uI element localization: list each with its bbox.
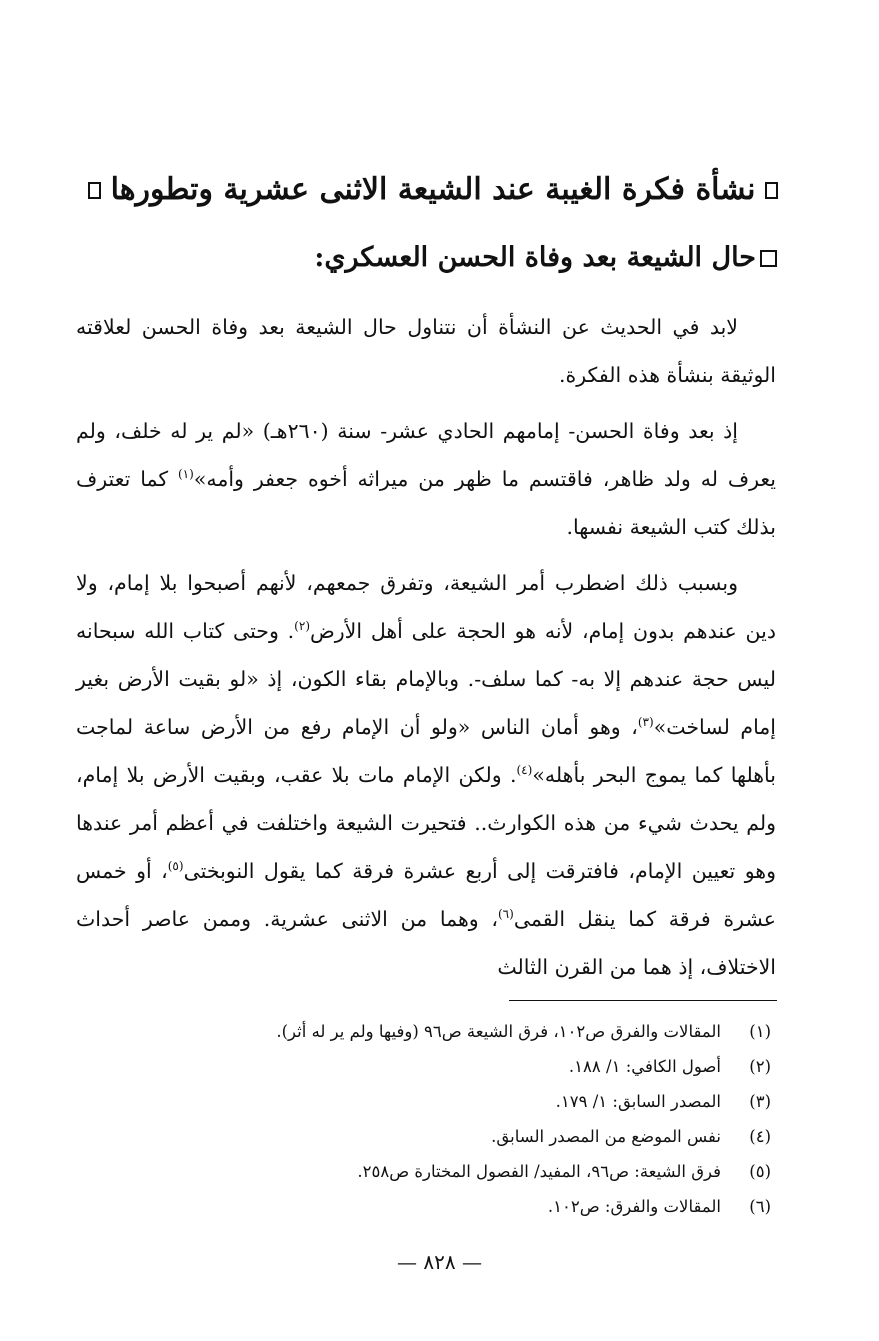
footnote-divider <box>509 1000 777 1001</box>
footnote-text: المقالات والفرق: ص١٠٢. <box>547 1197 721 1216</box>
footnote-text: المقالات والفرق ص١٠٢، فرق الشيعة ص٩٦ (وفيها ولم ير له أثر). <box>276 1022 721 1041</box>
body-text <box>76 303 776 999</box>
paragraph-3 <box>76 559 776 991</box>
paragraph-1-text: لابد في الحديث عن النشأة أن نتناول حال الشيعة بعد وفاة الحسن لعلاقته الوثيقة بنشأة هذه الفكرة. <box>76 315 776 387</box>
footnote-number: (٤) <box>749 1127 771 1146</box>
chapter-title <box>88 168 778 212</box>
footnote-item <box>131 1084 771 1119</box>
paragraph-2-text-a: إذ بعد وفاة الحسن- إمامهم الحادي عشر- سنة (٢٦٠هـ) «لم ير له خلف، ولم يعرف له ولد ظاهر، فاقتسم ما ظهر من ميراثه أخوه جعفر وأمه» <box>76 419 776 491</box>
section-box-icon <box>760 250 777 267</box>
footnote-item <box>131 1189 771 1224</box>
title-box-left-icon <box>88 182 101 199</box>
paragraph-2-text-b: كما تعترف بذلك كتب الشيعة نفسها. <box>76 467 776 539</box>
footnote-ref-6: (٦) <box>497 907 514 922</box>
footnotes-list <box>131 1014 771 1224</box>
footnote-ref-5: (٥) <box>167 859 184 874</box>
footnote-number: (١) <box>749 1022 771 1041</box>
footnote-ref-1: (١) <box>177 467 194 482</box>
footnote-text: أصول الكافي: ١/ ١٨٨. <box>568 1057 721 1076</box>
footnote-ref-3: (٣) <box>637 715 654 730</box>
chapter-title-text: نشأة فكرة الغيبة عند الشيعة الاثنى عشرية وتطورها <box>110 172 756 207</box>
footnote-number: (٥) <box>749 1162 771 1181</box>
footnote-item <box>131 1119 771 1154</box>
section-heading <box>314 238 777 278</box>
footnote-number: (٢) <box>749 1057 771 1076</box>
paragraph-2 <box>76 407 776 551</box>
footnote-item <box>131 1154 771 1189</box>
footnote-text: فرق الشيعة: ص٩٦، المفيد/ الفصول المختارة ص٢٥٨. <box>357 1162 721 1181</box>
footnote-item <box>131 1014 771 1049</box>
footnote-ref-2: (٢) <box>294 619 310 634</box>
paragraph-3-text-c: ، وهو أمان الناس «ولو أن الإمام رفع من الأرض ساعة لماجت بأهلها كما يموج البحر بأهله» <box>76 715 776 787</box>
title-box-right-icon <box>765 182 778 199</box>
footnote-number: (٦) <box>749 1197 771 1216</box>
paragraph-3-text-b: . وحتى كتاب الله سبحانه ليس حجة عندهم إلا به- كما سلف-. وبالإمام بقاء الكون، إذ «لو بقيت الأرض بغير إمام لساخت» <box>76 619 776 739</box>
section-heading-text: حال الشيعة بعد وفاة الحسن العسكري: <box>314 242 756 273</box>
paragraph-3-text-d: . ولكن الإمام مات بلا عقب، وبقيت الأرض بلا إمام، ولم يحدث شيء من هذه الكوارث.. فتحيرت الشيعة واختلفت في أعظم أمر عندها وهو تعيين الإمام، فافترقت إلى أربع عشرة فرقة كما يقول النوبختى <box>76 763 776 883</box>
paragraph-1 <box>76 303 776 399</box>
page-number: — ٨٢٨ — <box>397 1250 482 1274</box>
footnote-text: المصدر السابق: ١/ ١٧٩. <box>555 1092 721 1111</box>
footnote-text: نفس الموضع من المصدر السابق. <box>491 1127 721 1146</box>
footnote-ref-4: (٤) <box>516 763 533 778</box>
paragraph-3-text-f: ، وهما من الاثنى عشرية. وممن عاصر أحداث الاختلاف، إذ هما من القرن الثالث <box>76 907 776 979</box>
paragraph-3-text-a: وبسبب ذلك اضطرب أمر الشيعة، وتفرق جمعهم، لأنهم أصبحوا بلا إمام، ولا دين عندهم بدون إمام، لأنه هو الحجة على أهل الأرض <box>76 571 776 643</box>
footnote-number: (٣) <box>749 1092 771 1111</box>
footnote-item <box>131 1049 771 1084</box>
paragraph-3-text-e: ، أو خمس عشرة فرقة كما ينقل القمى <box>76 859 776 931</box>
